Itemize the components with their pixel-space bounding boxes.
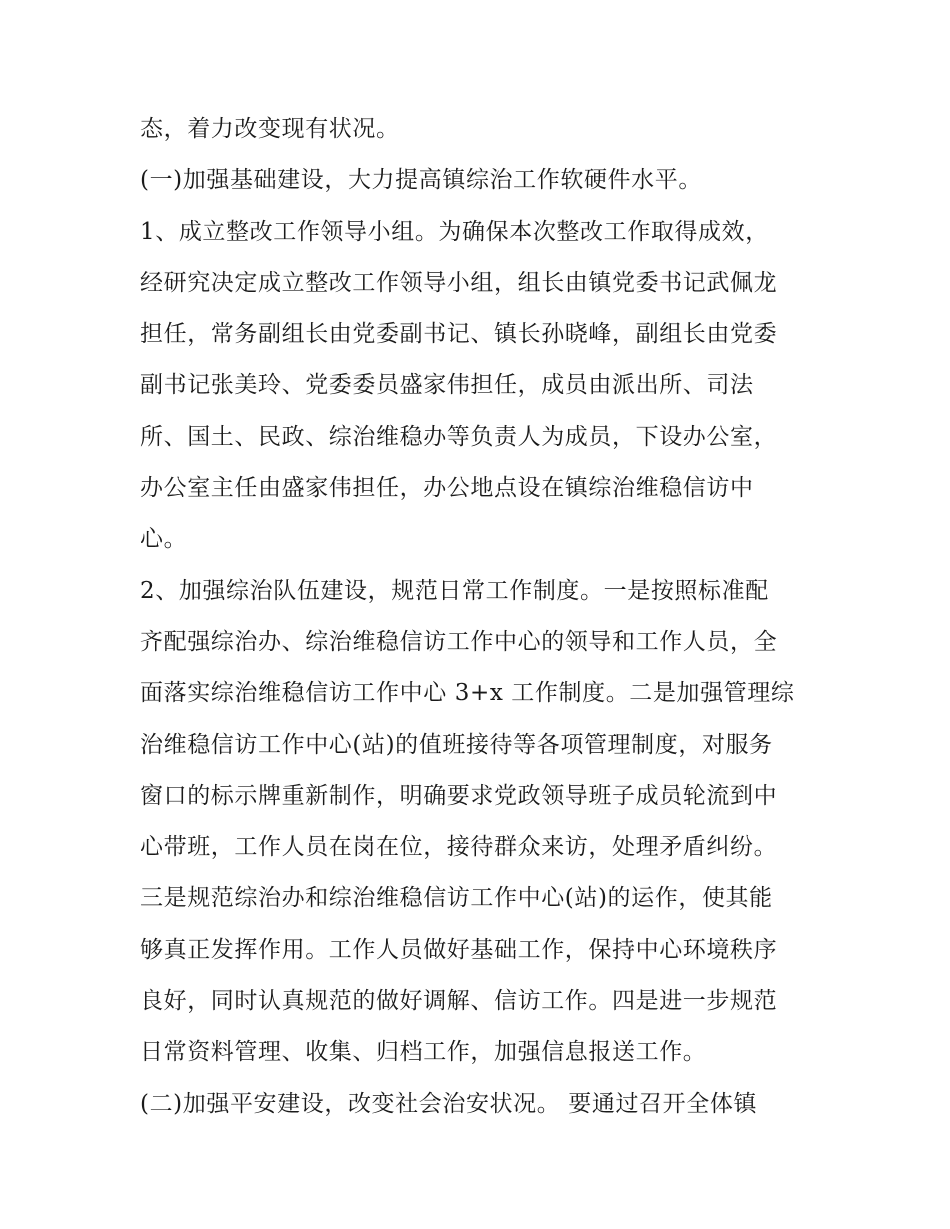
text-line: 1、成立整改工作领导小组。为确保本次整改工作取得成效，	[140, 218, 769, 245]
text-line: 所、国土、民政、综治维稳办等负责人为成员，下设办公室，	[140, 423, 778, 450]
text-line: 2、加强综治队伍建设，规范日常工作制度。一是按照标准配	[140, 577, 769, 604]
text-line: 三是规范综治办和综治维稳信访工作中心(站)的运作，使其能	[140, 885, 773, 912]
text-line: 窗口的标示牌重新制作，明确要求党政领导班子成员轮流到中	[140, 782, 778, 809]
text-line: 担任，常务副组长由党委副书记、镇长孙晓峰，副组长由党委	[140, 321, 778, 348]
text-line: 办公室主任由盛家伟担任，办公地点设在镇综治维稳信访中	[140, 475, 754, 502]
text-line: 面落实综治维稳信访工作中心 3+x 工作制度。二是加强管理综	[140, 680, 795, 707]
text-line: 治维稳信访工作中心(站)的值班接待等各项管理制度，对服务	[140, 731, 773, 758]
section-heading: (一)加强基础建设，大力提高镇综治工作软硬件水平。	[140, 167, 702, 194]
section-heading: (二)加强平安建设，改变社会治安状况。 要通过召开全体镇	[140, 1090, 758, 1117]
text-line: 心带班，工作人员在岗在位，接待群众来访，处理矛盾纠纷。	[140, 834, 778, 861]
text-line: 齐配强综治办、综治维稳信访工作中心的领导和工作人员，全	[140, 628, 778, 655]
text-line: 日常资料管理、收集、归档工作，加强信息报送工作。	[140, 1039, 707, 1066]
text-line: 够真正发挥作用。工作人员做好基础工作，保持中心环境秩序	[140, 936, 778, 963]
text-line: 经研究决定成立整改工作领导小组，组长由镇党委书记武佩龙	[140, 269, 778, 296]
text-line: 副书记张美玲、党委委员盛家伟担任，成员由派出所、司法	[140, 372, 754, 399]
text-line: 态，着力改变现有状况。	[140, 116, 400, 142]
text-line: 良好，同时认真规范的做好调解、信访工作。四是进一步规范	[140, 988, 778, 1015]
document-body	[140, 104, 820, 1130]
text-line: 心。	[140, 526, 188, 553]
